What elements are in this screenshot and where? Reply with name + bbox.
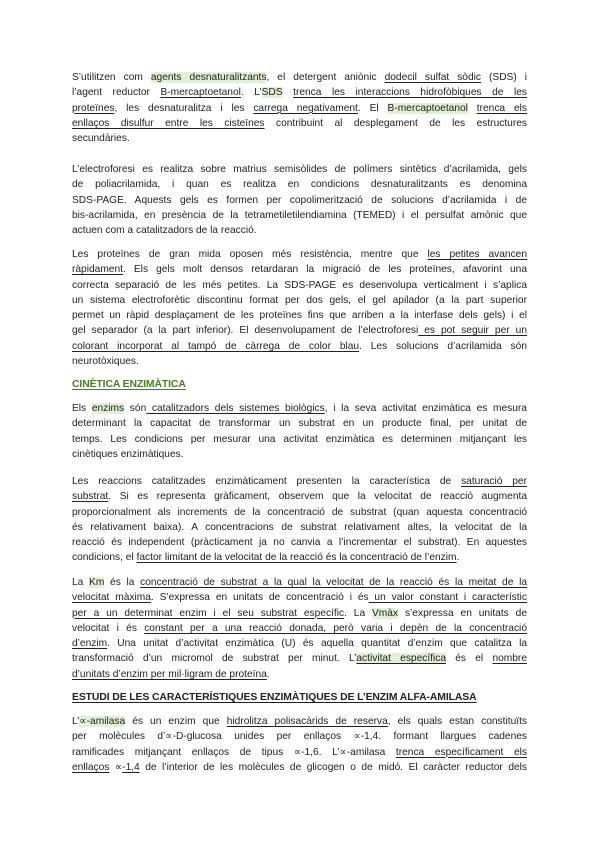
text-line: determinant la capacitat de transformar un substrat en un producte final, per unitat de xyxy=(72,418,527,430)
section-heading-alpha-amylase: ESTUDI DE LES CARACTERÍSTIQUES ENZIMÀTIQUES DE L’ENZIM ALFA-AMILASA xyxy=(72,692,477,703)
text-line: Les proteïnes de gran mida oposen més resistència, mentre que les petites avancen xyxy=(72,249,527,260)
text-line: gel separador (a la part inferior). El desenvolupament de l’electroforesi es pot seguir per un xyxy=(72,325,527,337)
text-line: velocitat màxima. S’expressa en unitats de concentració i és un valor constant i característic xyxy=(72,592,527,604)
text-line: L’∝-amilasa és un enzim que hidrolitza polisacàrids de reserva, els quals estan constituïts xyxy=(72,716,527,727)
paragraph-electrophoresis xyxy=(72,162,527,238)
text-line: proporcionalment als increments de la concentració de substrat (quan aquesta concentració xyxy=(72,506,527,518)
text-line: Les reaccions catalitzades enzimàticament presenten la característica de saturació per xyxy=(72,476,527,487)
text-line: temps. Les condicions per mesurar una activitat enzimàtica es determinen mitjançant les xyxy=(72,433,527,445)
text-line: transformació d’un micromol de substrat per minut. L’activitat específica és el nombre xyxy=(72,653,527,665)
text-line: ramificades mitjançant enllaços de tipus ∝-1,6. L’∝-amilasa trenca específicament els xyxy=(72,746,527,758)
text-line: actuen com a catalitzadors de la reacció. xyxy=(72,225,257,237)
text-line: ràpidament. Els gels molt densos retardaran la migració de les proteïnes, afavorint una xyxy=(72,264,527,276)
text-line: colorant incorporat al tampó de càrrega de color blau. Les solucions d’acrilamida són xyxy=(72,340,527,352)
text-line: enllaços disulfur entre les cisteïnes contribuint al desplegament de les estructures xyxy=(72,117,527,129)
text-line: un sistema electroforètic discontinu format per dos gels, el gel apilador (a la part superior xyxy=(72,294,527,306)
text-line: és relativament baixa). A concentracions de substrat relativament altes, la velocitat de la xyxy=(72,521,527,533)
paragraph-saturation xyxy=(72,474,527,566)
text-line: condicions, el factor limitant de la velocitat de la reacció és la concentració de l’enzim. xyxy=(72,552,460,564)
text-line: secundàries. xyxy=(72,133,130,145)
paragraph-denaturants xyxy=(72,70,527,146)
text-line: SDS-PAGE. Aquests gels es formen per copolimerització de solucions d’acrilamida i de xyxy=(72,194,527,206)
text-line: de poliacrilamida, i quan es realitza en condicions desnaturalitzants es denomina xyxy=(72,179,527,191)
text-line: bis-acrilamida, en presència de la tetrametiletilendiamina (TEMED) i el persulfat amònic que xyxy=(72,209,527,221)
text-line: neurotòxiques. xyxy=(72,356,139,368)
text-line: l’agent reductor B-mercaptoetanol. L’SDS trenca les interaccions hidrofòbiques de les xyxy=(72,87,528,99)
paragraph-enzymes xyxy=(72,401,527,462)
section-heading-kinetics: CINÈTICA ENZIMÀTICA xyxy=(72,379,186,390)
text-line: La Km és la concentració de substrat a la qual la velocitat de la reacció és la meitat de la xyxy=(72,577,527,588)
text-line: d’unitats d’enzim per mil·ligram de proteïna. xyxy=(72,668,270,680)
paragraph-km-vmax xyxy=(72,575,527,682)
text-line: per a un determinat enzim i el seu substrat específic. La Vmàx s’expressa en unitats de xyxy=(72,607,527,619)
text-line: Els enzims són catalitzadors dels sistemes biològics, i la seva activitat enzimàtica es mesura xyxy=(72,403,527,414)
text-line: d’enzim. Una unitat d’activitat enzimàtica (U) és aquella quantitat d’enzim que catalitza la xyxy=(72,638,527,650)
text-line: permet un ràpid desplaçament de les proteïnes fins que arriben a la interfase dels gels) i el xyxy=(72,310,527,322)
text-line: L’electroforesi es realitza sobre matrius semisòlides de polímers sintètics d’acrilamida, gels xyxy=(72,164,527,175)
text-line: reacció és independent (pràcticament ja no canvia a l’incrementar el substrat). En aquestes xyxy=(72,537,527,549)
paragraph-sds-page xyxy=(72,247,527,369)
text-line: substrat. Si es representa gràficament, observem que la velocitat de reacció augmenta xyxy=(72,491,527,503)
text-line: proteïnes, les desnaturalitza i les carrega negativament. El B-mercaptoetanol trenca els xyxy=(72,102,527,114)
text-line: correcta separació de les més petites. La SDS-PAGE es desenvolupa verticalment i s’aplica xyxy=(72,279,527,291)
text-line: cinètiques enzimàtiques. xyxy=(72,448,184,460)
text-line: enllaços ∝-1,4 de l’interior de les molècules de glicogen o de midó. El caràcter reductor dels xyxy=(72,761,528,773)
text-line: per molècules d’∝-D-glucosa unides per enllaços ∝-1,4. formant llargues cadenes xyxy=(72,731,527,743)
text-line: S’utilitzen com agents desnaturalitzants, el detergent aniònic dodecil sulfat sòdic (SDS) i xyxy=(72,72,527,83)
paragraph-amylase xyxy=(72,714,527,775)
text-line: velocitat i és constant per a una reacció donada, però varia i depèn de la concentració xyxy=(72,622,527,634)
